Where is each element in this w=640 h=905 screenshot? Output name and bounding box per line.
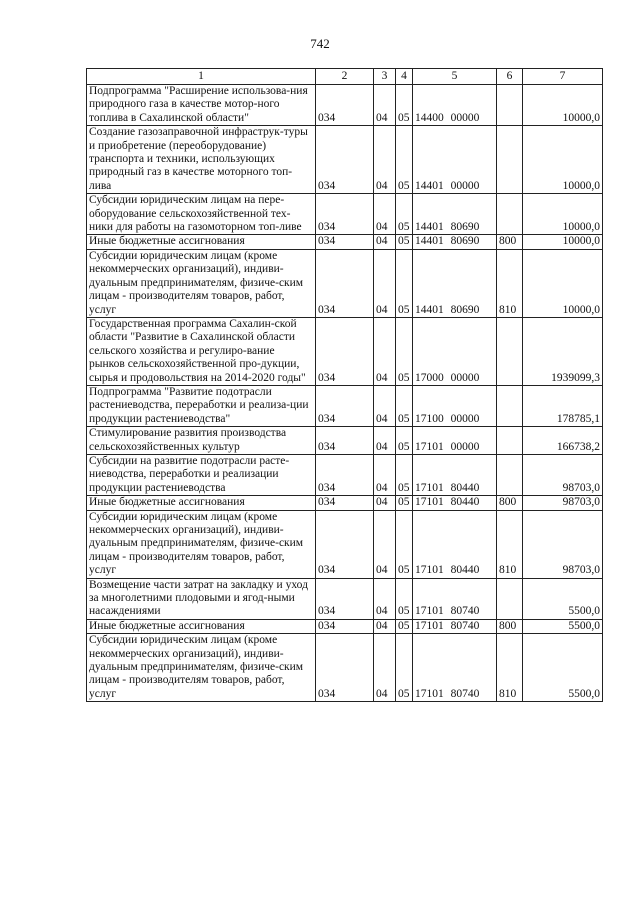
cell-csr: 14401 80690 — [413, 194, 497, 235]
cell-sum: 10000,0 — [523, 249, 603, 317]
cell-csr: 17101 00000 — [413, 427, 497, 455]
cell-rz: 04 — [374, 619, 396, 633]
cell-pr: 05 — [396, 249, 413, 317]
cell-name: Государственная программа Сахалин-ской области "Развитие в Сахалинской области сельского хозяйства и регулиро-вание рынков сельскохозяйственной про-дукции, сырья и продовольствия на 2014-2020 годы" — [87, 317, 316, 385]
cell-grbs: 034 — [316, 85, 374, 126]
cell-name: Стимулирование развития производства сельскохозяйственных культур — [87, 427, 316, 455]
cell-sum: 10000,0 — [523, 126, 603, 194]
cell-csr: 17101 80740 — [413, 619, 497, 633]
cell-vr — [497, 385, 523, 426]
cell-grbs: 034 — [316, 194, 374, 235]
cell-vr — [497, 126, 523, 194]
cell-csr: 17101 80440 — [413, 510, 497, 578]
cell-grbs: 034 — [316, 619, 374, 633]
cell-pr: 05 — [396, 454, 413, 495]
cell-vr — [497, 317, 523, 385]
table-row — [87, 496, 603, 510]
cell-grbs: 034 — [316, 317, 374, 385]
cell-name: Иные бюджетные ассигнования — [87, 496, 316, 510]
cell-vr — [497, 427, 523, 455]
cell-vr: 800 — [497, 235, 523, 249]
col-header-csr: 5 — [413, 69, 497, 85]
cell-sum: 10000,0 — [523, 194, 603, 235]
cell-vr — [497, 194, 523, 235]
cell-name: Субсидии юридическим лицам (кроме некоммерческих организаций), индиви-дуальным предпринимателям, физиче-ским лицам - производителям товаров, работ, услуг — [87, 510, 316, 578]
cell-csr: 17101 80740 — [413, 578, 497, 619]
cell-sum: 5500,0 — [523, 619, 603, 633]
cell-vr — [497, 85, 523, 126]
cell-sum: 98703,0 — [523, 510, 603, 578]
cell-vr — [497, 454, 523, 495]
cell-sum: 10000,0 — [523, 235, 603, 249]
cell-grbs: 034 — [316, 454, 374, 495]
table-row — [87, 578, 603, 619]
cell-rz: 04 — [374, 427, 396, 455]
cell-rz: 04 — [374, 578, 396, 619]
cell-pr: 05 — [396, 510, 413, 578]
cell-grbs: 034 — [316, 385, 374, 426]
cell-vr: 810 — [497, 510, 523, 578]
cell-grbs: 034 — [316, 578, 374, 619]
cell-pr: 05 — [396, 235, 413, 249]
cell-csr: 14401 80690 — [413, 235, 497, 249]
table-row — [87, 510, 603, 578]
cell-sum: 166738,2 — [523, 427, 603, 455]
cell-rz: 04 — [374, 85, 396, 126]
cell-pr: 05 — [396, 317, 413, 385]
cell-vr: 800 — [497, 496, 523, 510]
table-row — [87, 235, 603, 249]
cell-rz: 04 — [374, 249, 396, 317]
cell-csr: 17101 80440 — [413, 496, 497, 510]
cell-rz: 04 — [374, 194, 396, 235]
cell-rz: 04 — [374, 634, 396, 702]
table-row — [87, 619, 603, 633]
page-number: 742 — [310, 36, 330, 51]
cell-pr: 05 — [396, 619, 413, 633]
cell-csr: 14400 00000 — [413, 85, 497, 126]
table-row — [87, 454, 603, 495]
cell-sum: 5500,0 — [523, 578, 603, 619]
cell-name: Субсидии на развитие подотрасли расте-ниеводства, переработки и реализации продукции растениеводства — [87, 454, 316, 495]
cell-sum: 98703,0 — [523, 496, 603, 510]
cell-grbs: 034 — [316, 235, 374, 249]
cell-pr: 05 — [396, 634, 413, 702]
table-row — [87, 194, 603, 235]
cell-name: Иные бюджетные ассигнования — [87, 235, 316, 249]
cell-csr: 14401 00000 — [413, 126, 497, 194]
cell-rz: 04 — [374, 454, 396, 495]
cell-sum: 98703,0 — [523, 454, 603, 495]
cell-sum: 5500,0 — [523, 634, 603, 702]
cell-vr — [497, 578, 523, 619]
cell-pr: 05 — [396, 496, 413, 510]
cell-csr: 14401 80690 — [413, 249, 497, 317]
col-header-pr: 4 — [396, 69, 413, 85]
col-header-grbs: 2 — [316, 69, 374, 85]
cell-grbs: 034 — [316, 249, 374, 317]
cell-name: Подпрограмма "Расширение использова-ния природного газа в качестве мотор-ного топлива в Сахалинской области" — [87, 85, 316, 126]
cell-pr: 05 — [396, 578, 413, 619]
cell-grbs: 034 — [316, 634, 374, 702]
cell-sum: 178785,1 — [523, 385, 603, 426]
col-header-vr: 6 — [497, 69, 523, 85]
cell-grbs: 034 — [316, 496, 374, 510]
cell-pr: 05 — [396, 85, 413, 126]
cell-name: Субсидии юридическим лицам (кроме некоммерческих организаций), индиви-дуальным предпринимателям, физиче-ским лицам - производителям товаров, работ, услуг — [87, 249, 316, 317]
cell-name: Возмещение части затрат на закладку и уход за многолетними плодовыми и ягод-ными насаждениями — [87, 578, 316, 619]
table-row — [87, 317, 603, 385]
cell-pr: 05 — [396, 194, 413, 235]
cell-sum: 10000,0 — [523, 85, 603, 126]
table-row — [87, 385, 603, 426]
table-row — [87, 427, 603, 455]
cell-rz: 04 — [374, 510, 396, 578]
header-row — [87, 69, 603, 85]
col-header-name: 1 — [87, 69, 316, 85]
table-row — [87, 634, 603, 702]
cell-csr: 17101 80740 — [413, 634, 497, 702]
cell-vr: 800 — [497, 619, 523, 633]
cell-name: Создание газозаправочной инфраструк-туры и приобретение (переоборудование) транспорта и техники, использующих природный газ в качестве моторного топ-лива — [87, 126, 316, 194]
cell-csr: 17100 00000 — [413, 385, 497, 426]
cell-rz: 04 — [374, 385, 396, 426]
table-row — [87, 249, 603, 317]
cell-rz: 04 — [374, 317, 396, 385]
col-header-sum: 7 — [523, 69, 603, 85]
cell-pr: 05 — [396, 427, 413, 455]
cell-name: Подпрограмма "Развитие подотрасли растениеводства, переработки и реализа-ции продукции растениеводства" — [87, 385, 316, 426]
cell-name: Иные бюджетные ассигнования — [87, 619, 316, 633]
cell-rz: 04 — [374, 126, 396, 194]
cell-sum: 1939099,3 — [523, 317, 603, 385]
cell-grbs: 034 — [316, 427, 374, 455]
table-row — [87, 126, 603, 194]
cell-name: Субсидии юридическим лицам на пере-оборудование сельскохозяйственной тех-ники для работы на газомоторном топ-ливе — [87, 194, 316, 235]
cell-rz: 04 — [374, 235, 396, 249]
cell-name: Субсидии юридическим лицам (кроме некоммерческих организаций), индиви-дуальным предпринимателям, физиче-ским лицам - производителям товаров, работ, услуг — [87, 634, 316, 702]
cell-vr: 810 — [497, 634, 523, 702]
table-row — [87, 85, 603, 126]
cell-grbs: 034 — [316, 126, 374, 194]
cell-rz: 04 — [374, 496, 396, 510]
cell-vr: 810 — [497, 249, 523, 317]
budget-table — [86, 68, 603, 702]
cell-grbs: 034 — [316, 510, 374, 578]
cell-pr: 05 — [396, 385, 413, 426]
cell-pr: 05 — [396, 126, 413, 194]
cell-csr: 17000 00000 — [413, 317, 497, 385]
col-header-rz: 3 — [374, 69, 396, 85]
cell-csr: 17101 80440 — [413, 454, 497, 495]
